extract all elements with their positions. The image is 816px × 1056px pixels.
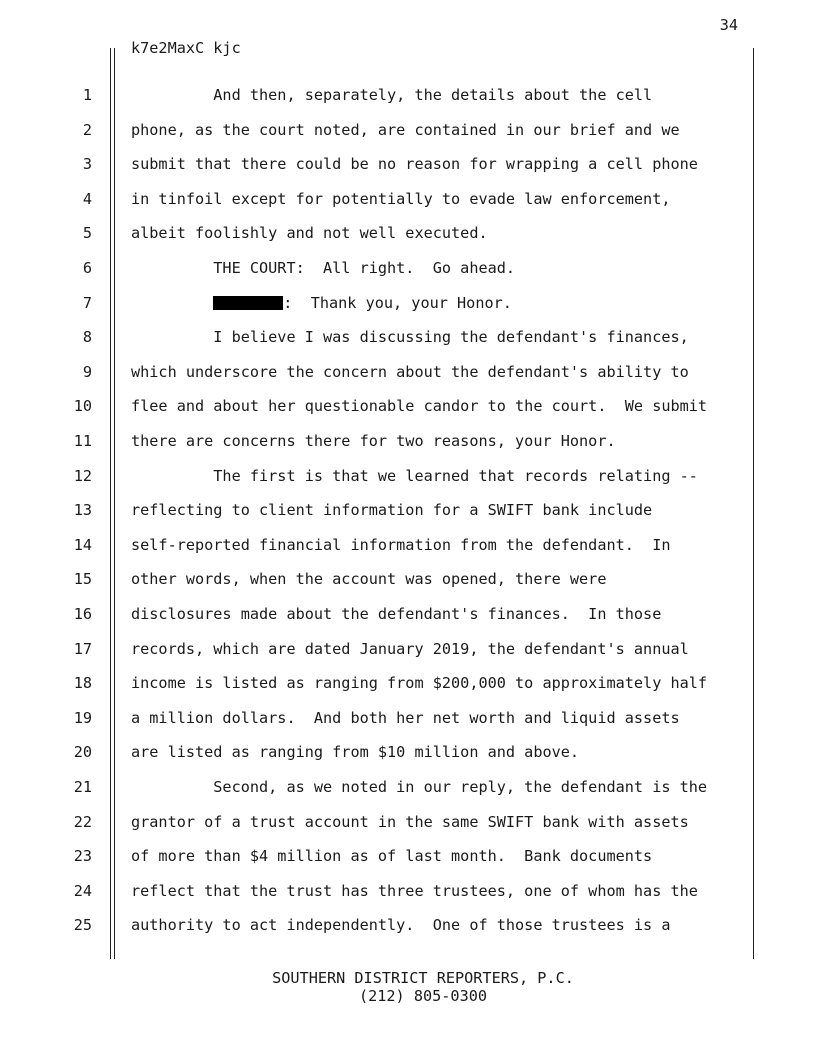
line-number: 15 xyxy=(73,570,92,589)
line-number: 13 xyxy=(73,501,92,520)
transcript-line: are listed as ranging from $10 million and above. xyxy=(131,743,580,762)
footer-phone: (212) 805-0300 xyxy=(358,987,487,1005)
line-number: 2 xyxy=(82,120,92,139)
transcript-line: phone, as the court noted, are contained in our brief and we xyxy=(131,120,680,139)
line-number: 4 xyxy=(82,189,92,208)
left-margin-rule-outer xyxy=(110,48,111,959)
transcript-line: income is listed as ranging from $200,000 to approximately half xyxy=(131,674,708,693)
line-number: 24 xyxy=(73,881,92,900)
left-margin-rule-inner xyxy=(114,48,115,959)
line-number: 23 xyxy=(73,847,92,866)
line-number: 20 xyxy=(73,743,92,762)
transcript-line xyxy=(131,294,512,312)
transcript-line: And then, separately, the details about the cell xyxy=(131,86,653,104)
line-number: 11 xyxy=(73,432,92,450)
transcript-line: THE COURT: All right. Go ahead. xyxy=(131,259,516,277)
line-number: 22 xyxy=(73,812,92,831)
right-margin-rule xyxy=(753,48,754,959)
line-number: 8 xyxy=(82,328,92,347)
transcript-line-text: : Thank you, your Honor. xyxy=(283,293,512,312)
transcript-line: self-reported financial information from the defendant. In xyxy=(131,535,671,554)
transcript-line: I believe I was discussing the defendant's finances, xyxy=(131,328,689,347)
transcript-line: reflecting to client information for a SWIFT bank include xyxy=(131,501,653,520)
line-number: 1 xyxy=(82,86,92,104)
transcript-line: albeit foolishly and not well executed. xyxy=(131,224,488,243)
line-number: 17 xyxy=(73,639,92,658)
page-number: 34 xyxy=(719,16,738,34)
line-number: 5 xyxy=(82,224,92,243)
line-number: 12 xyxy=(73,466,92,485)
footer-reporter: SOUTHERN DISTRICT REPORTERS, P.C. xyxy=(272,969,574,987)
line-number: 9 xyxy=(82,362,92,381)
line-number: 21 xyxy=(73,778,92,796)
transcript-line: a million dollars. And both her net worth and liquid assets xyxy=(131,708,680,727)
transcript-line: submit that there could be no reason for wrapping a cell phone xyxy=(131,155,698,174)
transcript-line: records, which are dated January 2019, the defendant's annual xyxy=(131,639,689,658)
line-number: 14 xyxy=(73,535,92,554)
transcript-line: other words, when the account was opened, there were xyxy=(131,570,607,589)
transcript-line: grantor of a trust account in the same SWIFT bank with assets xyxy=(131,812,689,831)
line-number: 18 xyxy=(73,674,92,693)
transcript-line: reflect that the trust has three trustees, one of whom has the xyxy=(131,881,698,900)
header-id: k7e2MaxC kjc xyxy=(131,39,241,57)
line-number: 10 xyxy=(73,397,92,416)
transcript-line: disclosures made about the defendant's finances. In those xyxy=(131,605,662,623)
line-number: 16 xyxy=(73,605,92,623)
line-number: 25 xyxy=(73,916,92,935)
line-number: 19 xyxy=(73,708,92,727)
transcript-line: flee and about her questionable candor to the court. We submit xyxy=(131,397,708,416)
redacted-speaker-name xyxy=(213,296,283,310)
transcript-line: in tinfoil except for potentially to evade law enforcement, xyxy=(131,189,671,208)
line-number: 6 xyxy=(82,259,92,277)
transcript-line: The first is that we learned that records relating -- xyxy=(131,466,698,485)
transcript-line: authority to act independently. One of those trustees is a xyxy=(131,916,671,935)
transcript-line: of more than $4 million as of last month. Bank documents xyxy=(131,847,653,866)
transcript-line: which underscore the concern about the defendant's ability to xyxy=(131,362,689,381)
line-number: 7 xyxy=(82,293,92,312)
transcript-line: Second, as we noted in our reply, the defendant is the xyxy=(131,778,708,796)
line-number: 3 xyxy=(82,155,92,174)
transcript-line: there are concerns there for two reasons, your Honor. xyxy=(131,432,616,450)
